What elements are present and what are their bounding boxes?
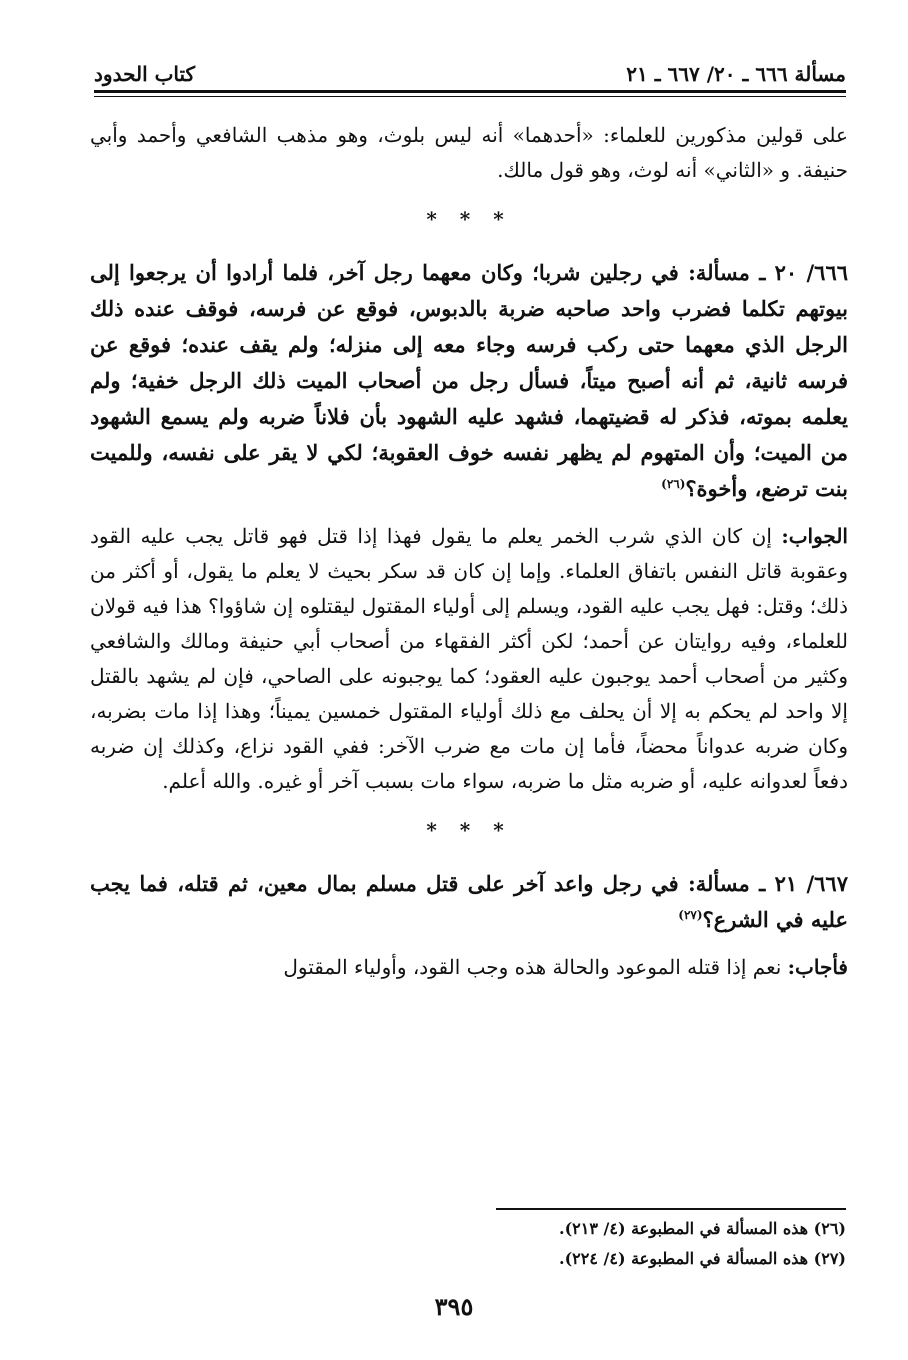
footnote-ref-26: (٢٦) [661,477,686,491]
header-book-title: كتاب الحدود [94,62,196,86]
answer-666-lead: الجواب: [781,524,848,548]
answer-667 [90,950,848,985]
question-667-number: ٦٦٧/ ٢١ ـ مسألة: [687,871,848,896]
question-666 [90,255,848,507]
question-667-text: في رجل واعد آخر على قتل مسلم بمال معين، ثم قتله، فما يجب عليه في الشرع؟ [90,871,848,932]
footnotes [86,1214,846,1274]
header-rule-thin [94,96,846,97]
footnote-ref-27: (٢٧) [678,908,703,922]
footnote-26: (٢٦) هذه المسألة في المطبوعة (٤/ ٢١٣). [559,1219,846,1238]
running-header [94,52,846,86]
answer-667-text: نعم إذا قتله الموعود والحالة هذه وجب القود، وأولياء المقتول [283,955,782,979]
section-separator-2: * * * [426,818,512,842]
answer-667-lead: فأجاب: [787,955,848,979]
question-666-number: ٦٦٦/ ٢٠ ـ مسألة: [688,260,849,285]
header-rule-thick [94,90,846,93]
footnote-rule [496,1208,846,1210]
answer-666 [90,519,848,799]
question-667 [90,866,848,938]
page-body [90,118,848,997]
answer-666-text: إن كان الذي شرب الخمر يعلم ما يقول فهذا إذا قتل فهو قاتل يجب عليه القود وعقوبة قاتل النفس باتفاق العلماء. وإما إن كان قد سكر بحيث لا يعلم ما يقول، أو أكثر من ذلك؛ وقتل: فهل يجب عليه القود، ويسلم إلى أولياء المقتول ليقتلوه إن شاؤوا؟ هذا فيه قولان للعلماء، وفيه روايتان عن أحمد؛ لكن أكثر الفقهاء من أصحاب أبي حنيفة ومالك والشافعي وكثير من أصحاب أحمد يوجبون عليه العقود؛ كما يوجبونه على الصاحي، فإن لم يشهد بالقتل إلا واحد لم يحكم به إلا أن يحلف مع ذلك أولياء المقتول خمسين يميناً؛ وهذا إذا مات بضربه، وكان ضربه عدواناً محضاً، فأما إن مات مع ضرب الآخر: ففي القود نزاع، وكذلك إن ضربه دفعاً لعدوانه عليه، أو ضربه مثل ما ضربه، سواء مات بسبب آخر أو غيره. والله أعلم. [90,524,848,793]
section-separator: * * * [426,207,512,231]
question-666-text: في رجلين شربا؛ وكان معهما رجل آخر، فلما أرادوا أن يرجعوا إلى بيوتهم تكلما فضرب واحد صاحبه ضربة بالدبوس، فوقع عن فرسه، فوقف عنده ذلك الرجل الذي معهما حتى ركب فرسه وجاء معه إلى منزله؛ ولم يقف عنده؛ فوقع عن فرسه ثانية، ثم أنه أصبح ميتاً، فسأل رجل من أصحاب الميت ذلك الرجل خفية؛ ولم يعلمه بموته، فذكر له قضيتهما، فشهد عليه الشهود بأن فلاناً ضربه ولم يسمع الشهود من الميت؛ وأن المتهوم لم يظهر نفسه خوف العقوبة؛ لكي لا يقر على نفسه، وللميت بنت ترضع، وأخوة؟ [90,260,848,501]
intro-paragraph: على قولين مذكورين للعلماء: «أحدهما» أنه ليس بلوث، وهو مذهب الشافعي وأحمد وأبي حنيفة. و «الثاني» أنه لوث، وهو قول مالك. [90,123,848,182]
header-issue-range: مسألة ٦٦٦ ـ ٢٠/ ٦٦٧ ـ ٢١ [626,62,846,86]
footnote-27: (٢٧) هذه المسألة في المطبوعة (٤/ ٢٢٤). [559,1249,846,1268]
page-number: ٣٩٥ [434,1292,474,1321]
